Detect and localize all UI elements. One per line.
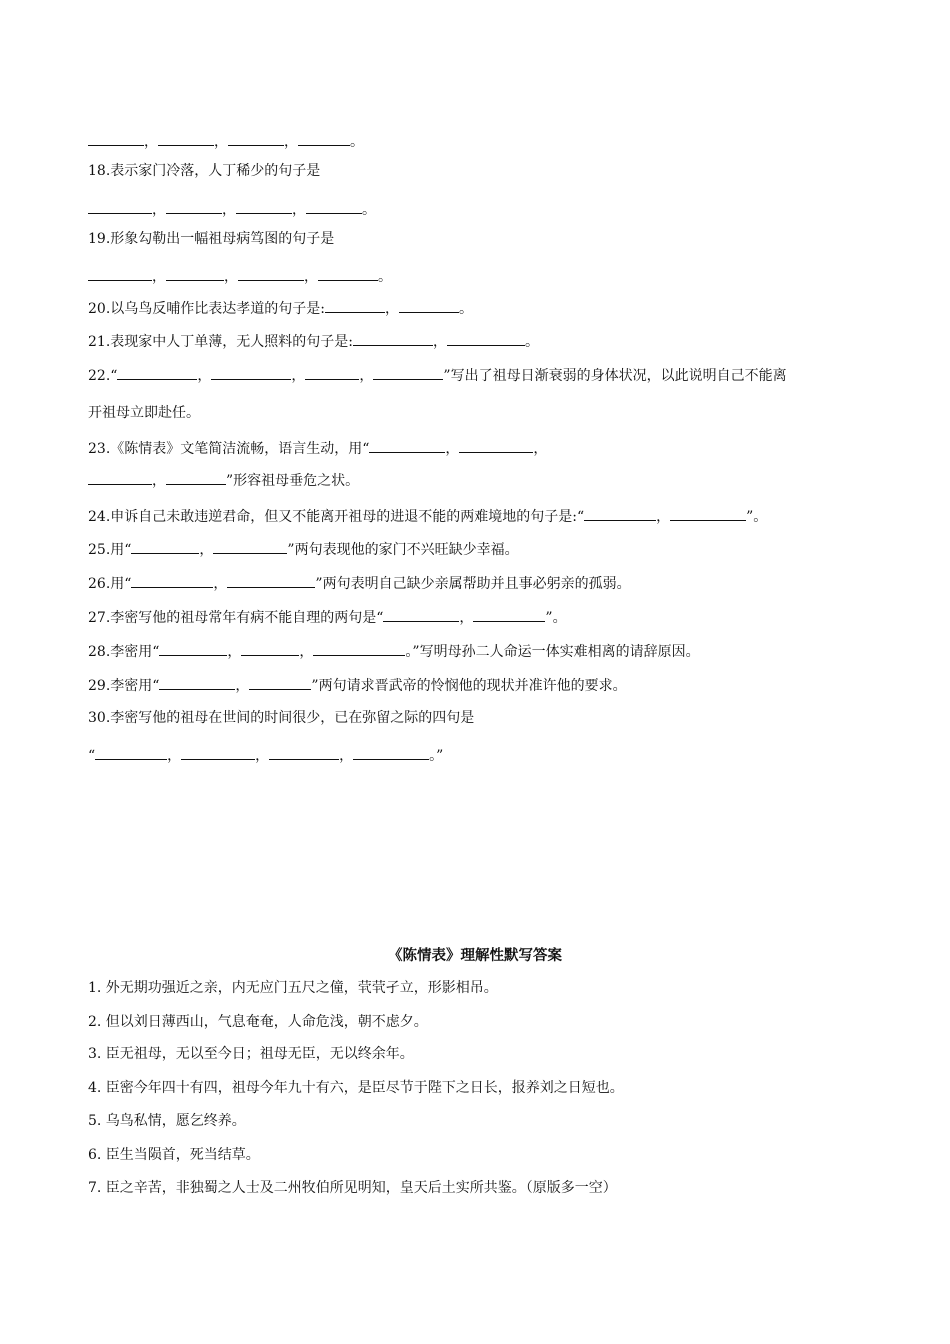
question-27: 27.李密写他的祖母常年有病不能自理的两句是“ ， ”。	[88, 607, 567, 628]
blank[interactable]	[353, 745, 429, 760]
blank[interactable]	[181, 745, 255, 760]
question-26: 26.用“ ， ”两句表明自己缺少亲属帮助并且事必躬亲的孤弱。	[88, 573, 631, 594]
blank[interactable]	[95, 745, 167, 760]
blank[interactable]	[213, 539, 287, 554]
blank[interactable]	[305, 365, 359, 380]
question-30-blanks: “ ， ， ， 。”	[88, 745, 443, 766]
blank[interactable]	[313, 641, 405, 656]
blank[interactable]	[227, 573, 315, 588]
question-28: 28.李密用“ ， ， 。”写明母孙二人命运一体实难相离的请辞原因。	[88, 641, 700, 662]
blank[interactable]	[159, 675, 235, 690]
question-22-line2: 开祖母立即赴任。	[88, 405, 200, 421]
blank[interactable]	[399, 298, 459, 313]
answer-item: 1. 外无期功强近之亲，内无应门五尺之僮，茕茕孑立，形影相吊。	[88, 980, 498, 996]
blank[interactable]	[228, 131, 284, 146]
question-21: 21.表现家中人丁单薄，无人照料的句子是: ， 。	[88, 331, 539, 352]
blank[interactable]	[88, 131, 144, 146]
question-25: 25.用“ ， ”两句表现他的家门不兴旺缺少幸福。	[88, 539, 519, 560]
blank[interactable]	[159, 641, 227, 656]
answer-item: 4. 臣密今年四十有四，祖母今年九十有六，是臣尽节于陛下之日长，报养刘之日短也。	[88, 1080, 624, 1096]
blank[interactable]	[373, 365, 443, 380]
answer-item: 2. 但以刘日薄西山，气息奄奄，人命危浅，朝不虑夕。	[88, 1014, 428, 1030]
blank[interactable]	[369, 438, 445, 453]
blank[interactable]	[269, 745, 339, 760]
question-18-blanks: ， ， ， 。	[88, 199, 376, 220]
blank[interactable]	[353, 331, 433, 346]
question-19: 19.形象勾勒出一幅祖母病笃图的句子是	[88, 231, 335, 247]
blank[interactable]	[670, 506, 746, 521]
blank[interactable]	[241, 641, 299, 656]
blank[interactable]	[88, 199, 152, 214]
answer-item: 5. 乌鸟私情，愿乞终养。	[88, 1113, 246, 1129]
question-23-line2: ， ”形容祖母垂危之状。	[88, 470, 359, 491]
question-19-blanks: ， ， ， 。	[88, 266, 392, 287]
question-20: 20.以乌鸟反哺作比表达孝道的句子是: ， 。	[88, 298, 473, 319]
blank[interactable]	[166, 199, 222, 214]
blank[interactable]	[249, 675, 311, 690]
blank[interactable]	[158, 131, 214, 146]
blank[interactable]	[88, 266, 152, 281]
answers-title: 《陈情表》理解性默写答案	[388, 947, 562, 964]
question-30: 30.李密写他的祖母在世间的时间很少，已在弥留之际的四句是	[88, 710, 475, 726]
blank[interactable]	[166, 470, 226, 485]
blank[interactable]	[236, 199, 292, 214]
blank[interactable]	[238, 266, 304, 281]
answer-item: 3. 臣无祖母，无以至今日；祖母无臣，无以终余年。	[88, 1046, 414, 1062]
blank[interactable]	[211, 365, 291, 380]
blank[interactable]	[131, 539, 199, 554]
blank[interactable]	[88, 470, 152, 485]
blank[interactable]	[584, 506, 656, 521]
blank[interactable]	[166, 266, 224, 281]
question-29: 29.李密用“ ， ”两句请求晋武帝的怜悯他的现状并准许他的要求。	[88, 675, 627, 696]
blank[interactable]	[131, 573, 213, 588]
question-17-blanks: ， ， ， 。	[88, 131, 364, 152]
blank[interactable]	[117, 365, 197, 380]
blank[interactable]	[383, 607, 459, 622]
answer-item: 6. 臣生当陨首，死当结草。	[88, 1147, 260, 1163]
question-23: 23.《陈情表》文笔简洁流畅，语言生动，用“ ， ，	[88, 438, 547, 459]
blank[interactable]	[306, 199, 362, 214]
question-22: 22.“ ， ， ， ”写出了祖母日渐衰弱的身体状况，以此说明自己不能离	[88, 365, 787, 386]
blank[interactable]	[447, 331, 525, 346]
answer-item: 7. 臣之辛苦，非独蜀之人士及二州牧伯所见明知，皇天后土实所共鉴。（原版多一空）	[88, 1180, 617, 1196]
blank[interactable]	[459, 438, 533, 453]
question-18: 18.表示家门冷落，人丁稀少的句子是	[88, 163, 321, 179]
blank[interactable]	[298, 131, 350, 146]
blank[interactable]	[325, 298, 385, 313]
blank[interactable]	[473, 607, 545, 622]
blank[interactable]	[318, 266, 378, 281]
question-24: 24.申诉自己未敢违逆君命，但又不能离开祖母的进退不能的两难境地的句子是:“ ， ”。	[88, 506, 767, 527]
